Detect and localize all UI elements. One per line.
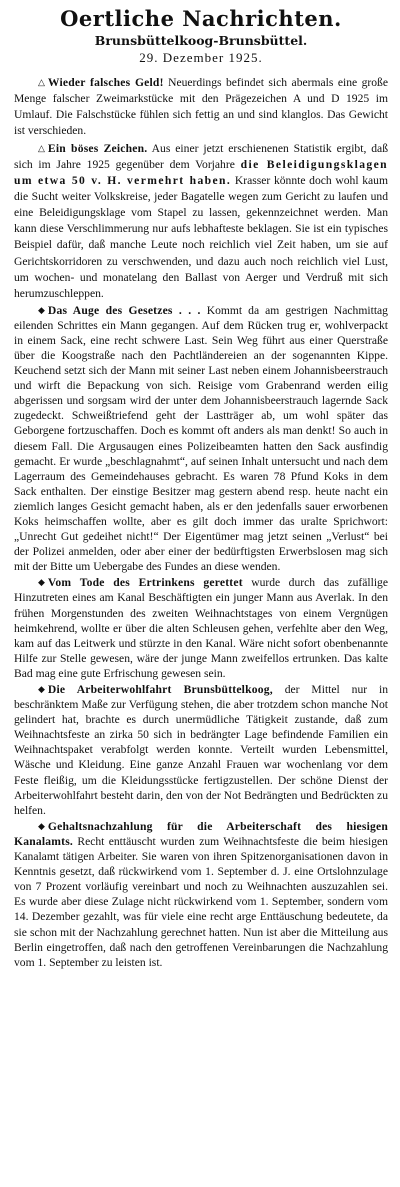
article-lead: Das Auge des Gesetzes . . . [47,303,201,317]
dateline: 29. Dezember 1925. [139,50,263,65]
diamond-marker-icon: ◆ [38,684,45,694]
article-body: Kommt da am gestrigen Nachmittag eilenden Schrittes ein Mann gegangen. Auf dem Rücken trug er, wohlverpackt in einem Sack, eine recht schwere Last. Sein Weg führt aus einer Querstraße über die Koogstraße nach den Pachtländereien an der sogenannten Kippe. Keuchend setzt sich der Mann mit seiner Last neben einem Johannisbeerstrauch und wirft die Bepackung von sich. Reisige vom Grabenrand werden eilig abgerissen und sorgsam wird der unter dem Johannisbeerstrauch lagernde Sack zugedeckt. Schweißtriefend geht der Lastträger ab, um wohl später das Geborgene fortzuschaffen. Doch es kommt oft anders als man denkt! So auch in diesem Fall. Die Argusaugen eines Polizeibeamten hatten den Sack ausfindig gemacht. Er wurde „beschlagnahmt“, auf seinen Inhalt untersucht und nach dem Lagerraum des Gemeindehauses gebracht. Es waren 78 Pfund Koks in dem Sack enthalten. Der einstige Besitzer mag gestern abend resp. heute nacht ein ziemlich langes Gesicht gemacht haben, als er den jedenfalls sauer erworbenen Koks heimschaffen wollte, aber es gilt doch immer das uralte Sprichwort: „Unrecht Gut gedeihet nicht!“ Der Eigentümer mag jetzt seinen „Verlust“ bei der Polizei anmelden, oder aber einer der bedürftigsten Erwerbslosen mag sich mit der Bitte um Uebergabe des Fundes an diese wenden. [14,303,388,574]
section-subtitle: Brunsbüttelkoog-Brunsbüttel. [94,33,308,48]
article-body: Recht enttäuscht wurden zum Weihnachtsfeste die beim hiesigen Kanalamt tätigen Arbeiter. Sie waren von ihren Spitzenorganisationen davon in Kenntnis gesetzt, daß rückwirkend vom 1. September d. J. eine Ortslohnzulage von 7 Prozent vorläufig vereinbart und noch zu Weihnachten auszuzahlen sei. Es wurde aber diese Zulage nicht rückwirkend vom 1. September, sondern vom 14. Dezember gezahlt, was für viele eine recht arge Enttäuschung bedeutete, da sie schon mit der Nachzahlung gerechnet hatten. Nun ist aber die Mitteilung aus Berlin eingetroffen, daß nach den getroffenen Vereinbarungen die Nachzahlung vom 1. September zu leisten ist. [14,834,388,969]
article-body: Krasser könnte doch wohl kaum die Sucht weiter Volkskreise, jeder Bagatelle wegen zum Gericht zu laufen und eine Beleidigungsklage vom Stapel zu lassen, gekennzeichnet werden. Man kann diese Verschlimmerung nur aufs lebhafteste beklagen. Sie ist ein typisches Beispiel dafür, daß manche Leute noch reichlich viel Zeit haben, um sie auf Gerichtskorridoren zu verschwenden, und dazu auch noch reichlich viel Lust, um wochen- und monatelang den Ballast von Aerger und Verdruß mit sich herumzuschleppen. [14,174,388,300]
section-title: Oertliche Nachrichten. [60,6,342,31]
article-falsches-geld [14,74,388,139]
article-body: Aus einer jetzt erschienenen Statistik ergibt, daß sich im Jahre 1925 gegenüber dem Vorjahre [14,142,389,172]
article-emphasis: die Beleidigungsklagen um etwa 50 v. H. vermehrt haben. [14,158,388,188]
article-arbeiterwohlfahrt [14,682,388,818]
article-lead: Die Arbeiterwohlfahrt Brunsbüttelkoog, [47,683,273,696]
article-gehaltsnachzahlung [14,819,388,970]
article-lead: Gehaltsnachzahlung für die Arbeiterschaft des hiesigen Kanalamts. [14,819,388,848]
article-body: der Mittel nur in beschränktem Maße zur Verfügung stehen, die aber trotzdem schon manche Not gelindert hat, brachte es durch unermüdliche Tätigkeit zustande, daß zum Weihnachtsfeste an zirka 50 sich in bedrängter Lage befindende Familien ein Weihnachtspaket verabfolgt werden konnte. Verteilt wurden Lebensmittel, Wäsche und Kleidung. Eine ganze Anzahl Frauen war wochenlang vor dem Feste fleißig, um die Kleidungsstücke fertigzustellen. Der schöne Dienst der Arbeiterwohlfahrt besteht darin, den von der Not Bedrängten und Bedrückten zu helfen. [14,683,388,817]
article-auge-des-gesetzes [14,303,388,575]
diamond-marker-icon: ◆ [38,304,45,315]
article-tode-des-ertrinkens [14,575,388,681]
article-lead: Vom Tode des Ertrinkens gerettet [47,576,243,590]
diamond-marker-icon: ◆ [38,820,45,831]
article-body: wurde durch das zufällige Hinzutreten eines am Kanal Beschäftigten ein junger Mann aus Averlak. In den frühen Morgenstunden des zweiten Weihnachtstages von einem Vergnügen heimkehrend, wollte er über die alten Schleusen gehen, verfehlte aber den Weg, kam auf das Leitwerk und stürzte in den Kanal. Wäre nicht sofort obenbenannte Hilfe zur Stelle gewesen, wäre der junge Mann zweifellos ertrunken. Das kalte Bad mag eine gute Erfrischung gewesen sein. [14,576,389,680]
triangle-marker-icon: △ [38,77,45,87]
article-body: Neuerdings befindet sich abermals eine große Menge falscher Zweimarkstücke mit den Prägezeichen A und D 1925 im Umlauf. Die Falschstücke fühlen sich fettig an und sind klanglos. Das Gewicht ist verschieden. [14,76,388,138]
triangle-marker-icon: △ [38,143,45,154]
article-lead: Ein böses Zeichen. [47,142,148,156]
article-boeses-zeichen [14,140,388,301]
diamond-marker-icon: ◆ [38,577,45,588]
article-lead: Wieder falsches Geld! [47,76,164,89]
